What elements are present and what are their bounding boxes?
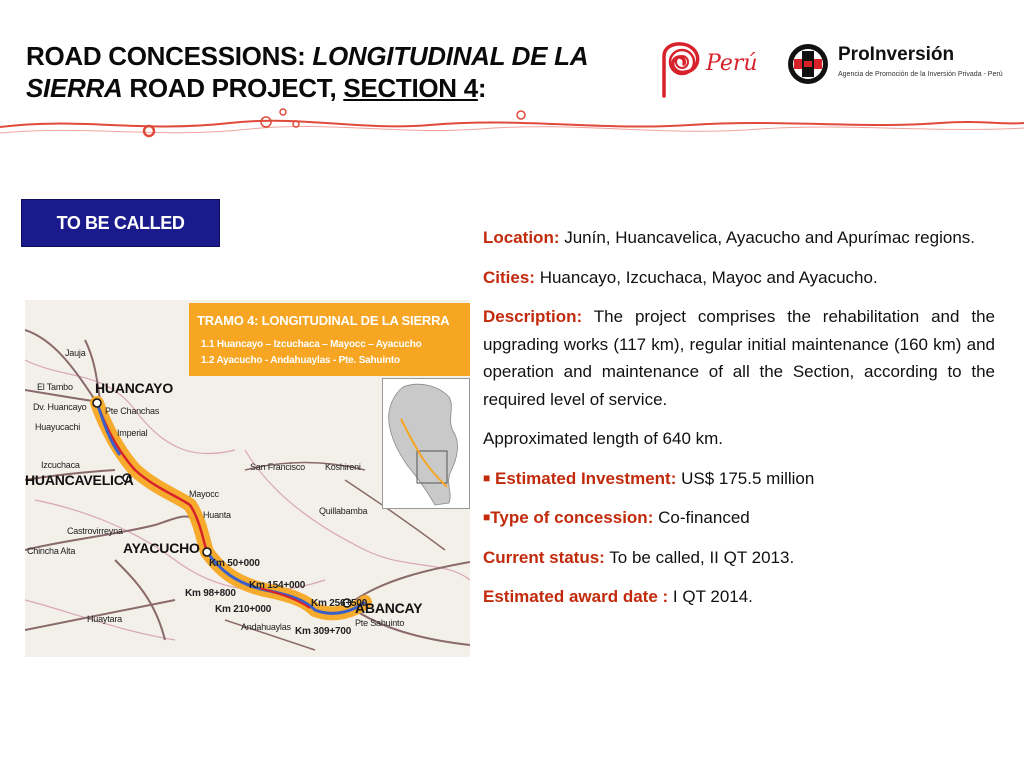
map-label-jauja: Jauja: [65, 348, 86, 358]
peru-logo-text: Perú: [706, 51, 758, 76]
map-title-banner: [189, 303, 470, 376]
status-line: [483, 544, 995, 572]
map-label-huanta: Huanta: [203, 510, 231, 520]
location-line: [483, 224, 995, 252]
proinversion-emblem-icon: [786, 42, 830, 86]
project-details: [483, 224, 995, 623]
map-label-km154: Km 154+000: [249, 580, 306, 591]
location-value: Junín, Huancavelica, Ayacucho and Apurímac regions.: [559, 228, 975, 247]
title-part-1: ROAD CONCESSIONS:: [26, 41, 313, 71]
description-line: [483, 303, 995, 413]
cities-value: Huancayo, Izcuchaca, Mayoc and Ayacucho.: [534, 267, 878, 287]
map-label-quillabamba: Quillabamba: [319, 506, 368, 516]
award-label: Estimated award date :: [483, 587, 669, 606]
peru-inset-map: [382, 378, 470, 509]
map-label-km309: Km 309+700: [295, 626, 352, 637]
map-label-huaytara: Huaytara: [87, 614, 122, 624]
title-part-4: SECTION 4: [343, 73, 478, 103]
map-label-dv-huancayo: Dv. Huancayo: [33, 402, 87, 412]
map-banner-title: TRAMO 4: LONGITUDINAL DE LA SIERRA: [197, 313, 450, 328]
map-label-izcuchaca: Izcuchaca: [41, 460, 80, 470]
map-banner-line-1: 1.1 Huancayo – Izcuchaca – Mayocc – Ayacucho: [201, 339, 422, 350]
map-label-andahuaylas: Andahuaylas: [241, 622, 291, 632]
map-label-san-francisco: San Francisco: [250, 462, 305, 472]
route-map: [25, 300, 470, 657]
header-wave-decoration: [0, 95, 1024, 145]
status-label: Current status:: [483, 547, 605, 567]
concession-label: Type of concession:: [490, 508, 654, 527]
title-part-3: ROAD PROJECT,: [122, 73, 344, 103]
map-label-ayacucho: AYACUCHO: [123, 540, 200, 556]
proinversion-subtitle: Agencia de Promoción de la Inversión Privada - Perú: [838, 71, 1003, 78]
award-line: [483, 583, 995, 611]
location-label: Location:: [483, 228, 560, 247]
award-value: I QT 2014.: [668, 587, 753, 606]
peru-brand-logo: [652, 36, 764, 102]
investment-line: [483, 465, 995, 493]
map-label-imperial: Imperial: [117, 428, 148, 438]
bullet-square-icon: ■: [483, 470, 491, 485]
map-label-pte-sahuinto: Pte Sahuinto: [355, 618, 405, 628]
peru-inset-shape: [383, 379, 469, 508]
cities-line: [483, 264, 995, 292]
cities-label: Cities:: [483, 267, 535, 287]
map-label-huancavelica: HUANCAVELICA: [25, 472, 134, 488]
title-part-2: LONGITUDINAL DE LA SIERRA: [26, 41, 588, 103]
proinversion-logo: [786, 40, 1003, 90]
map-label-km98: Km 98+800: [185, 588, 236, 599]
map-label-pte-chanchas: Pte Chanchas: [105, 406, 160, 416]
map-label-chincha-alta: Chincha Alta: [27, 546, 76, 556]
map-label-huancayo: HUANCAYO: [95, 380, 174, 396]
map-label-koshireni: Koshireni: [325, 462, 361, 472]
status-value: To be called, II QT 2013.: [604, 547, 795, 567]
length-line: Approximated length of 640 km.: [483, 429, 724, 448]
description-value: The project comprises the rehabilitation and the upgrading works (117 km), regular initial maintenance (160 km) and operation and maintenance of all the Section, according to the required level of service.: [483, 307, 995, 409]
proinversion-name: ProInversión: [838, 44, 955, 65]
concession-value: Co-financed: [653, 508, 750, 527]
to-be-called-badge: TO BE CALLED: [21, 199, 220, 247]
map-label-km50: Km 50+000: [209, 558, 260, 569]
title-part-5: :: [477, 73, 487, 103]
map-label-km210: Km 210+000: [215, 604, 272, 615]
map-label-huayucachi: Huayucachi: [35, 422, 81, 432]
investment-label: Estimated Investment:: [494, 468, 677, 488]
map-banner-line-2: 1.2 Ayacucho - Andahuaylas - Pte. Sahuinto: [201, 355, 400, 366]
investment-value: US$ 175.5 million: [676, 468, 815, 488]
description-label: Description:: [483, 307, 583, 326]
concession-line: [483, 504, 995, 532]
map-label-km256: Km 256+500: [311, 598, 368, 609]
map-label-el-tambo: El Tambo: [37, 382, 73, 392]
bullet-square-icon: ■: [483, 510, 491, 524]
map-label-abancay: ABANCAY: [355, 600, 423, 616]
map-label-mayocc: Mayocc: [189, 489, 219, 499]
map-label-castrovirreyna: Castrovirreyna: [67, 526, 123, 536]
